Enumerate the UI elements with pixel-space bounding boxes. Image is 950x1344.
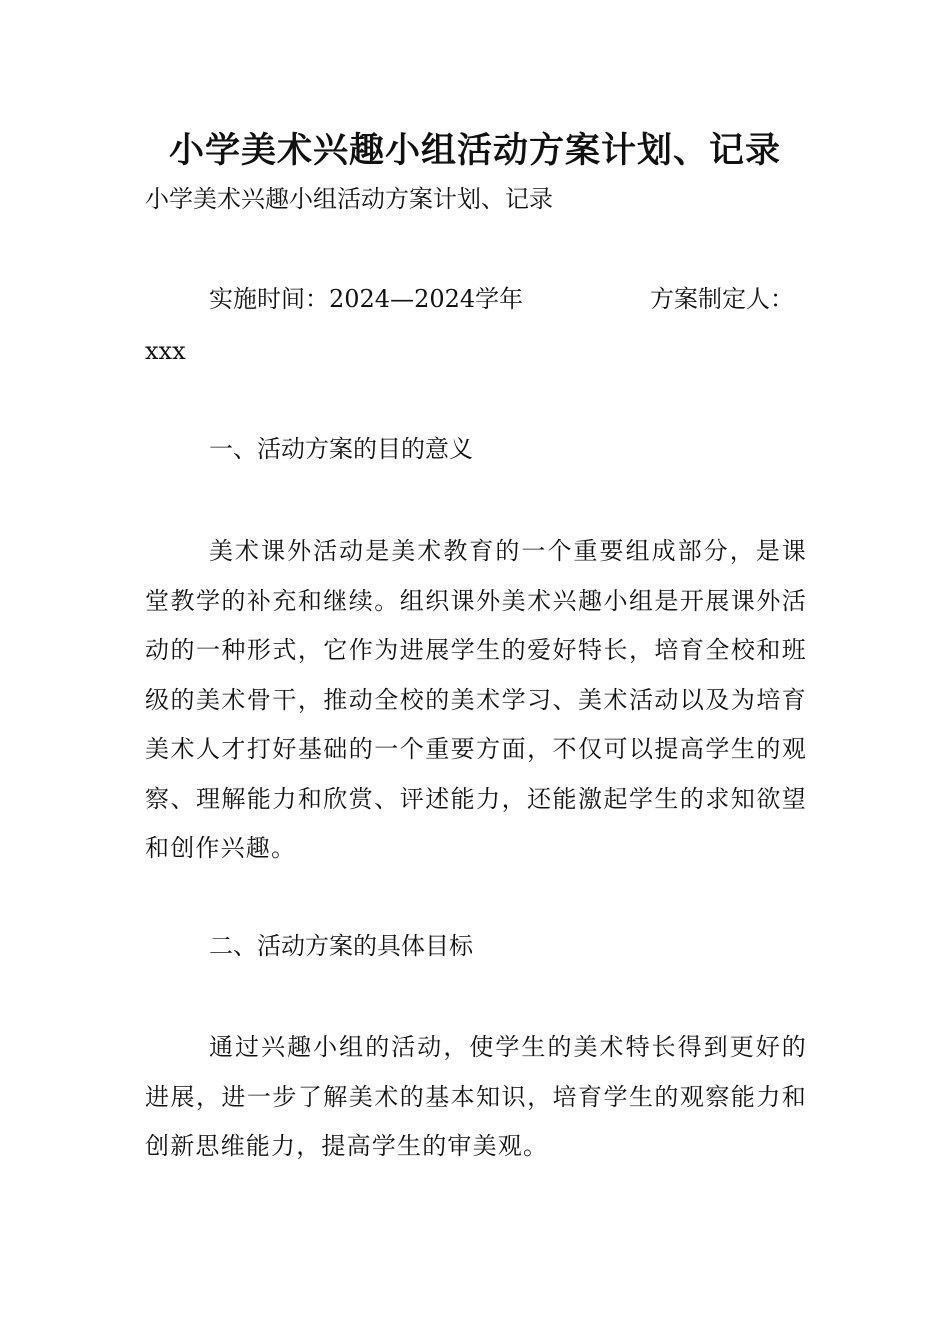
section-heading-purpose: 一、活动方案的目的意义 (209, 435, 473, 463)
document-subtitle: 小学美术兴趣小组活动方案计划、记录 (145, 185, 553, 213)
author-label: 方案制定人： (650, 285, 794, 313)
author-value: xxx (145, 337, 186, 365)
section-heading-goals: 二、活动方案的具体目标 (209, 932, 473, 960)
implementation-time: 实施时间：2024—2024学年 (209, 285, 524, 313)
document-title: 小学美术兴趣小组活动方案计划、记录 (168, 131, 781, 171)
section-body-purpose: 美术课外活动是美术教育的一个重要组成部分，是课堂教学的补充和继续。组织课外美术兴趣小组是开展课外活动的一种形式，它作为进展学生的爱好特长，培育全校和班级的美术骨干，推动全校的美术学习、美术活动以及为培育美术人才打好基础的一个重要方面，不仅可以提高学生的观察、理解能力和欣赏、评述能力，还能激起学生的求知欲望和创作兴趣。 (145, 537, 807, 862)
section-body-goals: 通过兴趣小组的活动，使学生的美术特长得到更好的进展，进一步了解美术的基本知识，培育学生的观察能力和创新思维能力，提高学生的审美观。 (145, 1033, 807, 1160)
